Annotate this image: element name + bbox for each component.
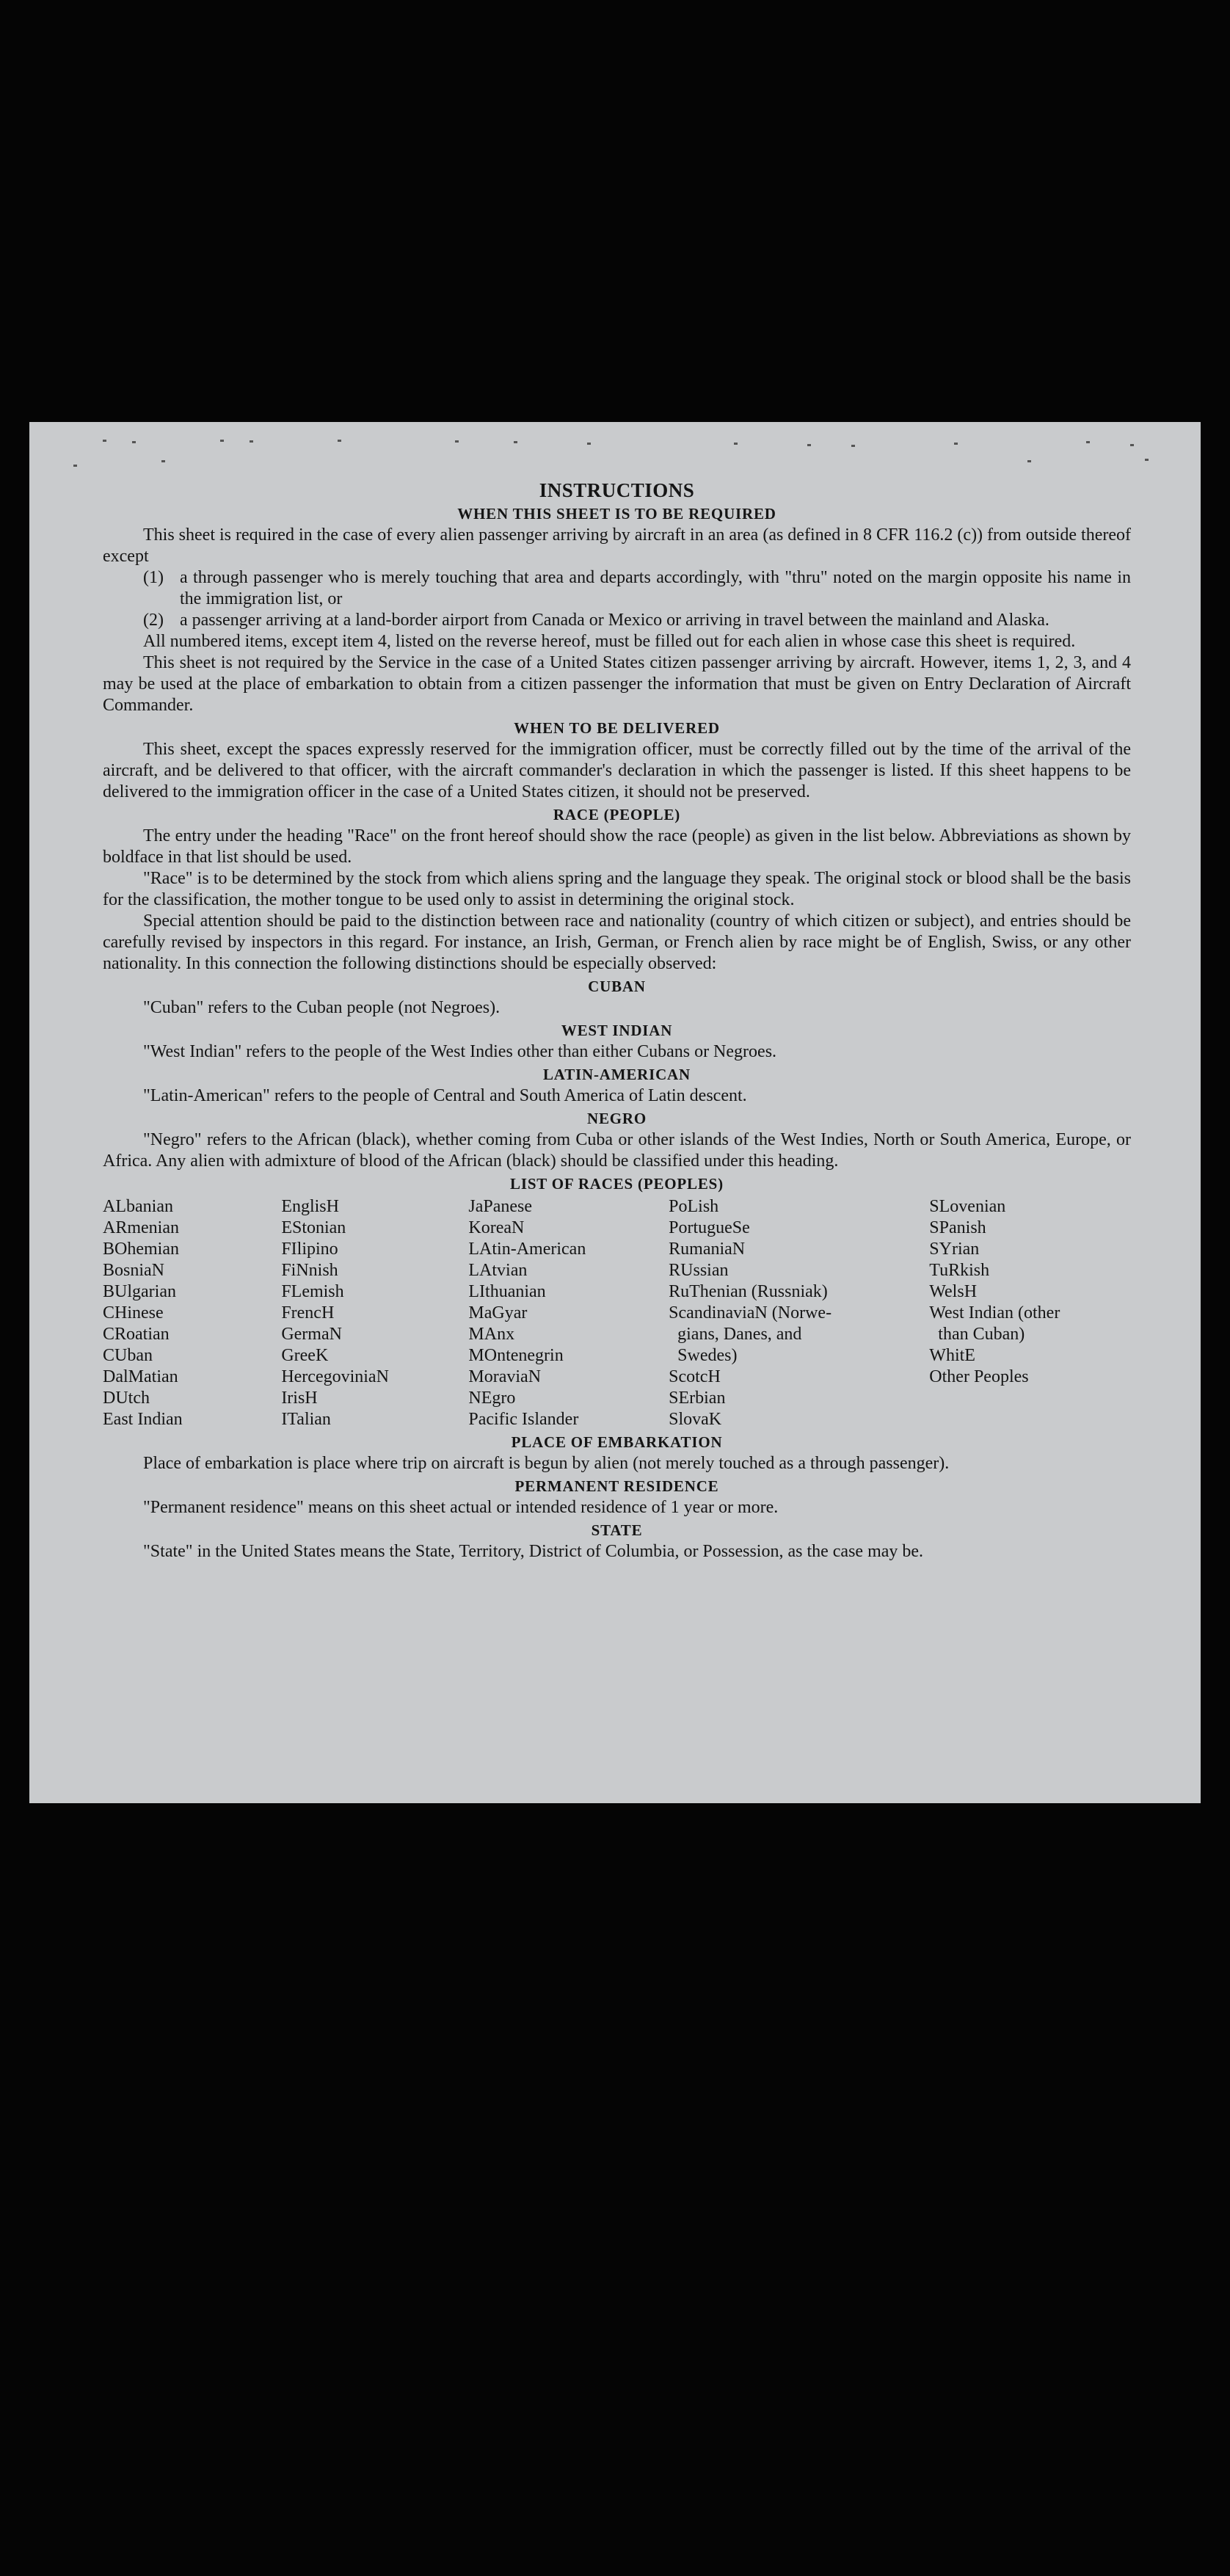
race-entry: ScotcH — [669, 1367, 721, 1386]
race-entry: SPanish — [929, 1218, 986, 1237]
race-entry: SYrian — [929, 1240, 980, 1259]
heading-race: RACE (PEOPLE) — [553, 806, 681, 823]
race-entry: KoreaN — [468, 1218, 525, 1237]
race-entry: RumaniaN — [669, 1240, 746, 1259]
race-entry: ALbanian — [103, 1197, 173, 1216]
heading-west-indian: WEST INDIAN — [561, 1022, 673, 1039]
race-entry: LAtin-American — [468, 1240, 586, 1259]
item-number: (1) — [143, 568, 164, 587]
race-entry: MaGyar — [468, 1303, 528, 1322]
negro-text: "Negro" refers to the African (black), whether coming from Cuba or other islands of the West Indies, North or South America, Europe, or Africa. Any alien with admixture of blood of the African (black) should be classified under this heading. — [103, 1130, 1131, 1171]
heading-state: STATE — [591, 1521, 643, 1539]
required-paragraph-2: All numbered items, except item 4, listed on the reverse hereof, must be filled out for each alien in whose case this sheet is required. — [143, 632, 1076, 651]
race-entry: EnglisH — [281, 1197, 339, 1216]
race-entry: JaPanese — [468, 1197, 533, 1216]
race-column-1 — [103, 1196, 281, 1430]
heading-latin-american: LATIN-AMERICAN — [543, 1066, 691, 1083]
race-entry: SlovaK — [669, 1410, 722, 1429]
race-entry: IrisH — [281, 1389, 318, 1408]
race-entry: EStonian — [281, 1218, 346, 1237]
race-entry: CRoatian — [103, 1325, 170, 1344]
race-entry: MOntenegrin — [468, 1346, 564, 1365]
race-entry: CUban — [103, 1346, 153, 1365]
state-text: "State" in the United States means the State, Territory, District of Columbia, or Possession, as the case may be. — [143, 1542, 924, 1561]
race-entry: gians, Danes, and — [669, 1325, 802, 1344]
heading-permanent-residence: PERMANENT RESIDENCE — [514, 1477, 719, 1495]
item-text: a passenger arriving at a land-border airport from Canada or Mexico or arriving in travel between the mainland and Alaska. — [180, 611, 1049, 630]
latin-american-text: "Latin-American" refers to the people of Central and South America of Latin descent. — [143, 1086, 747, 1105]
race-entry: HercegoviniaN — [281, 1367, 389, 1386]
race-entry: FLemish — [281, 1282, 344, 1301]
race-entry: BOhemian — [103, 1240, 179, 1259]
race-entry: CHinese — [103, 1303, 164, 1322]
race-entry: GermaN — [281, 1325, 342, 1344]
race-entry: FrencH — [281, 1303, 335, 1322]
item-number: (2) — [143, 611, 164, 630]
race-entry: BUlgarian — [103, 1282, 176, 1301]
document-title: INSTRUCTIONS — [539, 479, 695, 501]
race-entry: GreeK — [281, 1346, 329, 1365]
race-entry: Other Peoples — [929, 1367, 1029, 1386]
race-entry: than Cuban) — [929, 1325, 1025, 1344]
race-entry: ARmenian — [103, 1218, 179, 1237]
instruction-sheet — [29, 422, 1201, 1803]
embarkation-text: Place of embarkation is place where trip on aircraft is begun by alien (not merely touched as a through passenger). — [143, 1454, 950, 1473]
race-entry: DUtch — [103, 1389, 150, 1408]
race-entry: West Indian (other — [929, 1303, 1060, 1322]
race-entry: Swedes) — [669, 1346, 738, 1365]
item-text: a through passenger who is merely touching that area and departs accordingly, with "thru" noted on the margin opposite his name in the immigration list, or — [180, 568, 1131, 608]
race-entry: MoraviaN — [468, 1367, 542, 1386]
heading-required: WHEN THIS SHEET IS TO BE REQUIRED — [457, 505, 776, 523]
race-entry: WhitE — [929, 1346, 975, 1365]
race-entry: NEgro — [468, 1389, 516, 1408]
race-list — [103, 1196, 1131, 1430]
race-entry: LIthuanian — [468, 1282, 546, 1301]
race-entry: WelsH — [929, 1282, 978, 1301]
race-entry: RuThenian (Russniak) — [669, 1282, 828, 1301]
heading-delivered: WHEN TO BE DELIVERED — [514, 719, 720, 737]
race-column-5 — [929, 1196, 1131, 1430]
heading-cuban: CUBAN — [588, 978, 646, 995]
race-entry: SErbian — [669, 1389, 726, 1408]
heading-embarkation: PLACE OF EMBARKATION — [511, 1433, 723, 1451]
race-entry: FiNnish — [281, 1261, 338, 1280]
heading-negro: NEGRO — [586, 1110, 647, 1127]
race-column-4 — [669, 1196, 929, 1430]
west-indian-text: "West Indian" refers to the people of the West Indies other than either Cubans or Negroes. — [143, 1042, 777, 1061]
required-paragraph-3: This sheet is not required by the Service in the case of a United States citizen passenger arriving by aircraft. However, items 1, 2, 3, and 4 may be used at the place of embarkation to obtain from a citizen passenger the information that must be given on Entry Declaration of Aircraft Commander. — [103, 653, 1131, 715]
race-entry: MAnx — [468, 1325, 515, 1344]
race-entry: BosniaN — [103, 1261, 164, 1280]
race-entry: ScandinaviaN (Norwe- — [669, 1303, 832, 1322]
race-paragraph-2: "Race" is to be determined by the stock from which aliens spring and the language they speak. The original stock or blood shall be the basis for the classification, the mother tongue to be used only to assist in determining the original stock. — [103, 869, 1131, 909]
cuban-text: "Cuban" refers to the Cuban people (not Negroes). — [143, 998, 501, 1017]
race-entry: PortugueSe — [669, 1218, 750, 1237]
permanent-residence-text: "Permanent residence" means on this sheet actual or intended residence of 1 year or more. — [143, 1498, 779, 1517]
race-entry: ITalian — [281, 1410, 331, 1429]
race-entry: PoLish — [669, 1197, 719, 1216]
race-entry: DalMatian — [103, 1367, 178, 1386]
race-entry: RUssian — [669, 1261, 729, 1280]
race-paragraph-3: Special attention should be paid to the distinction between race and nationality (country of which citizen or subject), and entries should be carefully revised by inspectors in this regard. For instance, an Irish, German, or French alien by race might be of English, Swiss, or any other nationality. In this connection the following distinctions should be especially observed: — [103, 912, 1131, 973]
race-entry: Pacific Islander — [468, 1410, 579, 1429]
race-entry: FIlipino — [281, 1240, 338, 1259]
race-entry: LAtvian — [468, 1261, 528, 1280]
scan-noise-marks — [73, 438, 1157, 467]
required-item-1 — [143, 567, 1131, 610]
race-column-2 — [281, 1196, 468, 1430]
required-item-2 — [143, 610, 1131, 631]
race-column-3 — [468, 1196, 669, 1430]
race-entry: TuRkish — [929, 1261, 990, 1280]
required-paragraph-1: This sheet is required in the case of every alien passenger arriving by aircraft in an area (as defined in 8 CFR 116.2 (c)) from outside thereof except — [103, 525, 1131, 566]
race-entry: SLovenian — [929, 1197, 1006, 1216]
race-paragraph-1: The entry under the heading "Race" on the front hereof should show the race (people) as given in the list below. Abbreviations as shown by boldface in that list should be used. — [103, 826, 1131, 867]
race-entry: East Indian — [103, 1410, 183, 1429]
heading-list-of-races: LIST OF RACES (PEOPLES) — [510, 1175, 724, 1193]
delivered-paragraph: This sheet, except the spaces expressly reserved for the immigration officer, must be correctly filled out by the time of the arrival of the aircraft, and be delivered to that officer, with the aircraft commander's declaration in which the passenger is listed. If this sheet happens to be delivered to the immigration officer in the case of a United States citizen, it should not be preserved. — [103, 740, 1131, 801]
